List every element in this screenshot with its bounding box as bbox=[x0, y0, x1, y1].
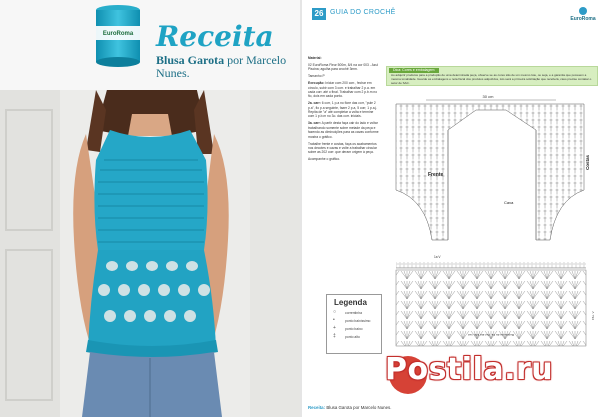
watermark: Postila.ru bbox=[385, 352, 554, 387]
yarn-label: EuroRoma bbox=[102, 31, 134, 37]
brand-logo bbox=[567, 6, 599, 22]
legend-title: Legenda bbox=[334, 298, 367, 307]
brand-logo-text: EuroRoma bbox=[570, 16, 596, 22]
model-photo bbox=[0, 90, 300, 417]
tip-text: Ao adquirir produtos para a produção de uma determinada peça, observe se as cores são de um mesmo lote, ou seja, e a garantia que possuem a mesma tonalidade. Guarde as embalagens e nota fiscal dos produtos adquiridos, isto será a primeira solicitação que receberá, caso precise contatar o setor de SAC. bbox=[391, 73, 592, 85]
page-number: 26 bbox=[312, 8, 326, 20]
legend-item: ○ correntinha bbox=[333, 309, 362, 315]
armhole-label: Cava bbox=[504, 200, 514, 205]
recipe-title: Receita bbox=[156, 20, 274, 53]
repeat-note: Repete-se de 1a. Vez até 12a. vez bbox=[467, 333, 514, 337]
header-title: GUIA DO CROCHÊ bbox=[330, 9, 396, 16]
back-label: Costas bbox=[585, 154, 590, 170]
legend-item: • ponto baixíssimo bbox=[333, 317, 371, 323]
round-label: 1a V bbox=[434, 255, 441, 259]
diagram-width-label: 30 cm bbox=[482, 94, 494, 99]
legend-item: + ponto baixo bbox=[333, 325, 363, 331]
yarn-ball-image bbox=[92, 4, 144, 70]
tip-box bbox=[386, 66, 598, 86]
left-page bbox=[0, 0, 300, 417]
crochet-diagram bbox=[386, 90, 600, 350]
legend-item: ‡ ponto alto bbox=[333, 333, 360, 339]
page-footer: Receita: Blusa Garota por Marcelo Nunes. bbox=[308, 405, 392, 410]
front-label: Frente bbox=[428, 172, 444, 178]
side-note: 15o. V bbox=[591, 311, 595, 320]
recipe-subtitle: Blusa Garota por Marcelo Nunes. bbox=[156, 53, 287, 80]
instructions-column: Material: 02 EuroRoma Fleur 500m, 8/4 na cor 003 - Azul Piscina; agulha para crochê 3mm. Tamanho P Execução: Iniciar com 200 corr., fechar em círculo, subir com 3 corr. e trabalhar 2 p.a. em cada corr. até o final. Trabalhar com 2 p.b.m no fio, dois em cada ponto. 2a. carr: 6 corr, 1 p.a no fiore das corr, "pule 2 p.a", fio p.a seguinte, fazer 2 p.a, 5 corr, 1 p.a.j. Repita de "a" até completar a volta e termine com 1 p.b.m no 3o. das corr. iniciais. 3a. carr: A partir desta faça cair do lado e voltar trabalhando somente sobre metade da peça e fazendo as diminuições para as cavas conforme mostra o gráfico. Trabalhe frente e costas, faça os acabamentos nos decotes e cavas e volte a trabalhar circular sobre as 202 corr. que deram origem à peça. Acompanhe o gráfico. bbox=[308, 56, 379, 162]
legend-box bbox=[326, 294, 382, 354]
title-block bbox=[156, 22, 296, 80]
tip-title: Dica: Cores e embalagem bbox=[389, 68, 439, 73]
